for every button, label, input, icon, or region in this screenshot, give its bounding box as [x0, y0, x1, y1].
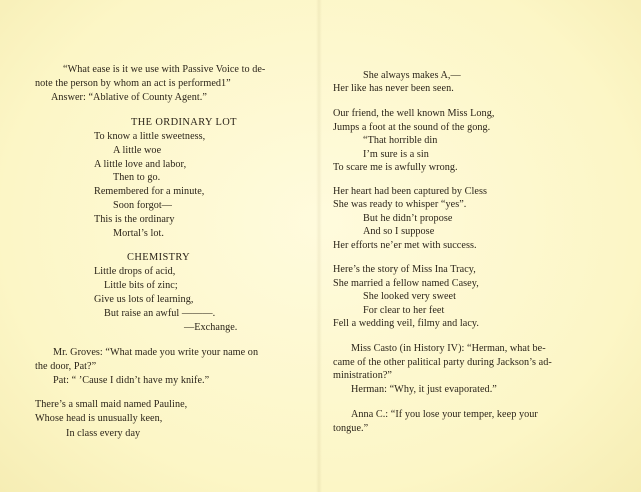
poem-line: Give us lots of learning, [94, 294, 194, 305]
poem-line: Here’s the story of Miss Ina Tracy, [333, 264, 476, 275]
poem-line: Whose head is unusually keen, [35, 413, 163, 424]
poem-line: Our friend, the well known Miss Long, [333, 108, 495, 119]
poem-line: Her like has never been seen. [333, 83, 454, 94]
poem-line: To know a little sweetness, [94, 131, 206, 142]
poem-line: Then to go. [113, 172, 161, 183]
poem-line: This is the ordinary [94, 214, 175, 225]
poem-line: Remembered for a minute, [94, 186, 205, 197]
text-line: Miss Casto (in History IV): “Herman, what be- [351, 343, 546, 354]
poem-line: In class every day [66, 428, 141, 439]
poem-line: She married a fellow named Casey, [333, 278, 479, 289]
text-line: the door, Pat?” [35, 361, 97, 372]
poem-line: Her heart had been captured by Cless [333, 186, 487, 197]
poem-line: Soon forgot— [113, 200, 172, 211]
poem-line: There’s a small maid named Pauline, [35, 399, 188, 410]
poem-line: And so I suppose [363, 226, 435, 237]
text-line: note the person by whom an act is performed1” [35, 78, 231, 89]
poem-line: Jumps a foot at the sound of the gong. [333, 122, 491, 133]
text-line: “What ease is it we use with Passive Voice to de- [63, 64, 266, 75]
text-line: Herman: “Why, it just evaporated.” [351, 384, 497, 395]
page-gutter [316, 0, 322, 492]
poem-line: She always makes A,— [363, 70, 461, 81]
poem-title: CHEMISTRY [127, 252, 191, 263]
poem-line: Mortal’s lot. [113, 228, 165, 239]
text-line: Mr. Groves: “What made you write your name on [53, 347, 259, 358]
text-line: Answer: “Ablative of County Agent.” [51, 92, 207, 103]
poem-line: Little bits of zinc; [104, 280, 178, 291]
poem-line: A little love and labor, [94, 159, 187, 170]
text-line: tongue.” [333, 423, 369, 434]
poem-line: Her efforts ne’er met with success. [333, 240, 477, 251]
text-line: ministration?” [333, 370, 392, 381]
poem-line: A little woe [113, 145, 162, 156]
poem-line: Fell a wedding veil, filmy and lacy. [333, 318, 479, 329]
poem-line: To scare me is awfully wrong. [333, 162, 458, 173]
poem-line: For clear to her feet [363, 305, 445, 316]
poem-attribution: —Exchange. [184, 322, 238, 333]
poem-title: THE ORDINARY LOT [131, 117, 237, 128]
poem-line: “That horrible din [363, 135, 438, 146]
poem-line: She looked very sweet [363, 291, 456, 302]
poem-line: She was ready to whisper “yes”. [333, 199, 467, 210]
text-line: Pat: “ ’Cause I didn’t have my knife.” [53, 375, 210, 386]
text-line: Anna C.: “If you lose your temper, keep your [351, 409, 538, 420]
poem-line: But he didn’t propose [363, 213, 453, 224]
text-line: came of the other palitical party during Jackson’s ad- [333, 357, 552, 368]
poem-line: I’m sure is a sin [363, 149, 429, 160]
poem-line: Little drops of acid, [94, 266, 176, 277]
poem-line: But raise an awful ———. [104, 308, 216, 319]
